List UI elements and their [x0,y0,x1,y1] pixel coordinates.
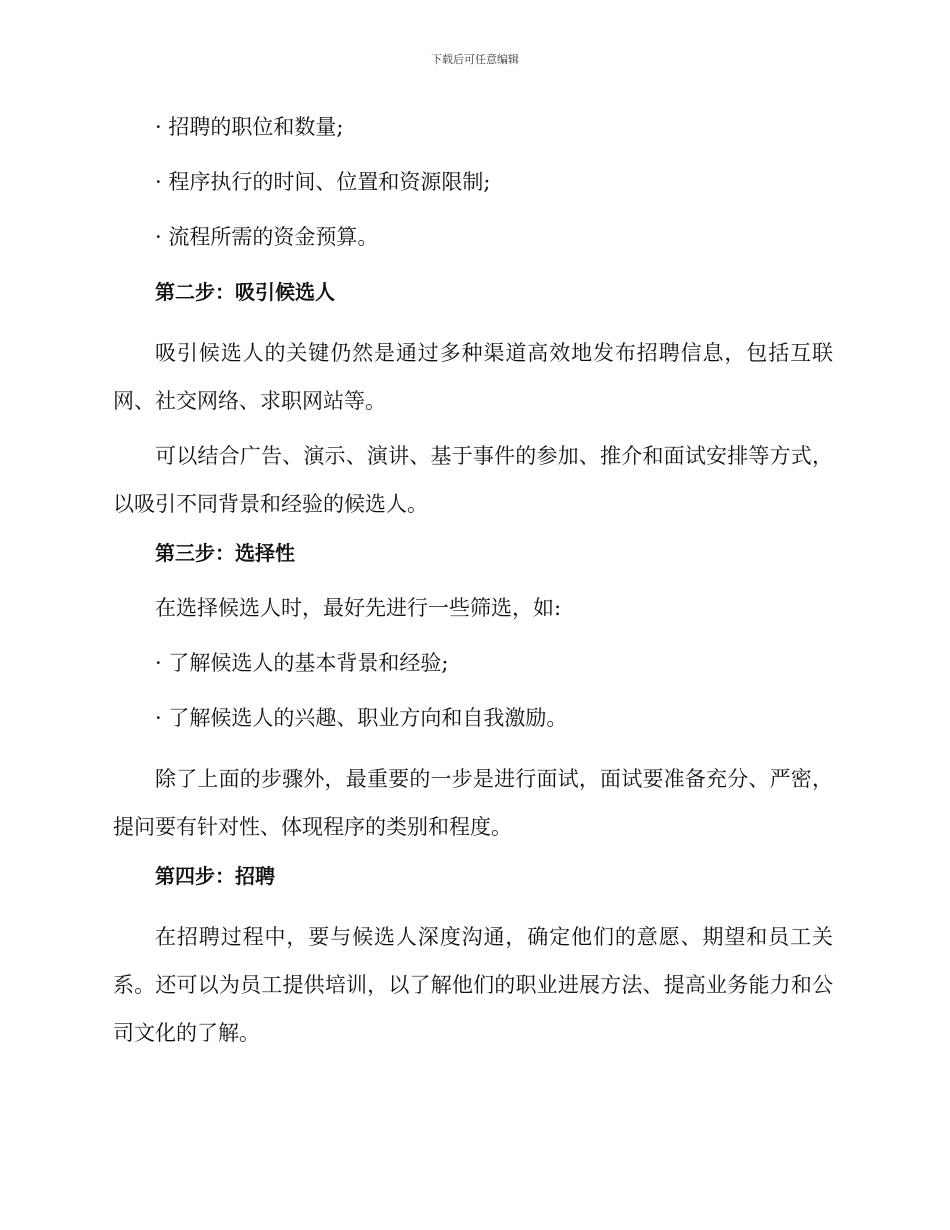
paragraph: 在招聘过程中，要与候选人深度沟通，确定他们的意愿、期望和员工关系。还可以为员工提供培训，以了解他们的职业进展方法、提高业务能力和公司文化的了解。 [113,925,833,1045]
section-heading-step2: 第二步：吸引候选人 [155,280,335,304]
document-body [113,109,833,1064]
bullet-item: · 程序执行的时间、位置和资源限制; [155,170,491,194]
paragraph: 吸引候选人的关键仍然是通过多种渠道高效地发布招聘信息，包括互联网、社交网络、求职网站等。 [113,341,833,413]
bullet-item: · 招聘的职位和数量; [155,115,344,139]
paragraph: 可以结合广告、演示、演讲、基于事件的参加、推介和面试安排等方式，以吸引不同背景和经验的候选人。 [113,444,833,516]
header-note: 下载后可任意编辑 [431,53,519,66]
bullet-item: · 了解候选人的兴趣、职业方向和自我激励。 [155,706,568,730]
section-heading-step4: 第四步：招聘 [155,864,275,888]
paragraph: 在选择候选人时，最好先进行一些筛选，如: [155,596,562,620]
section-heading-step3: 第三步：选择性 [155,541,295,565]
paragraph: 除了上面的步骤外，最重要的一步是进行面试，面试要准备充分、严密，提问要有针对性、体现程序的类别和程度。 [113,767,833,839]
bullet-item: · 了解候选人的基本背景和经验; [155,651,449,675]
bullet-item: · 流程所需的资金预算。 [155,225,379,249]
